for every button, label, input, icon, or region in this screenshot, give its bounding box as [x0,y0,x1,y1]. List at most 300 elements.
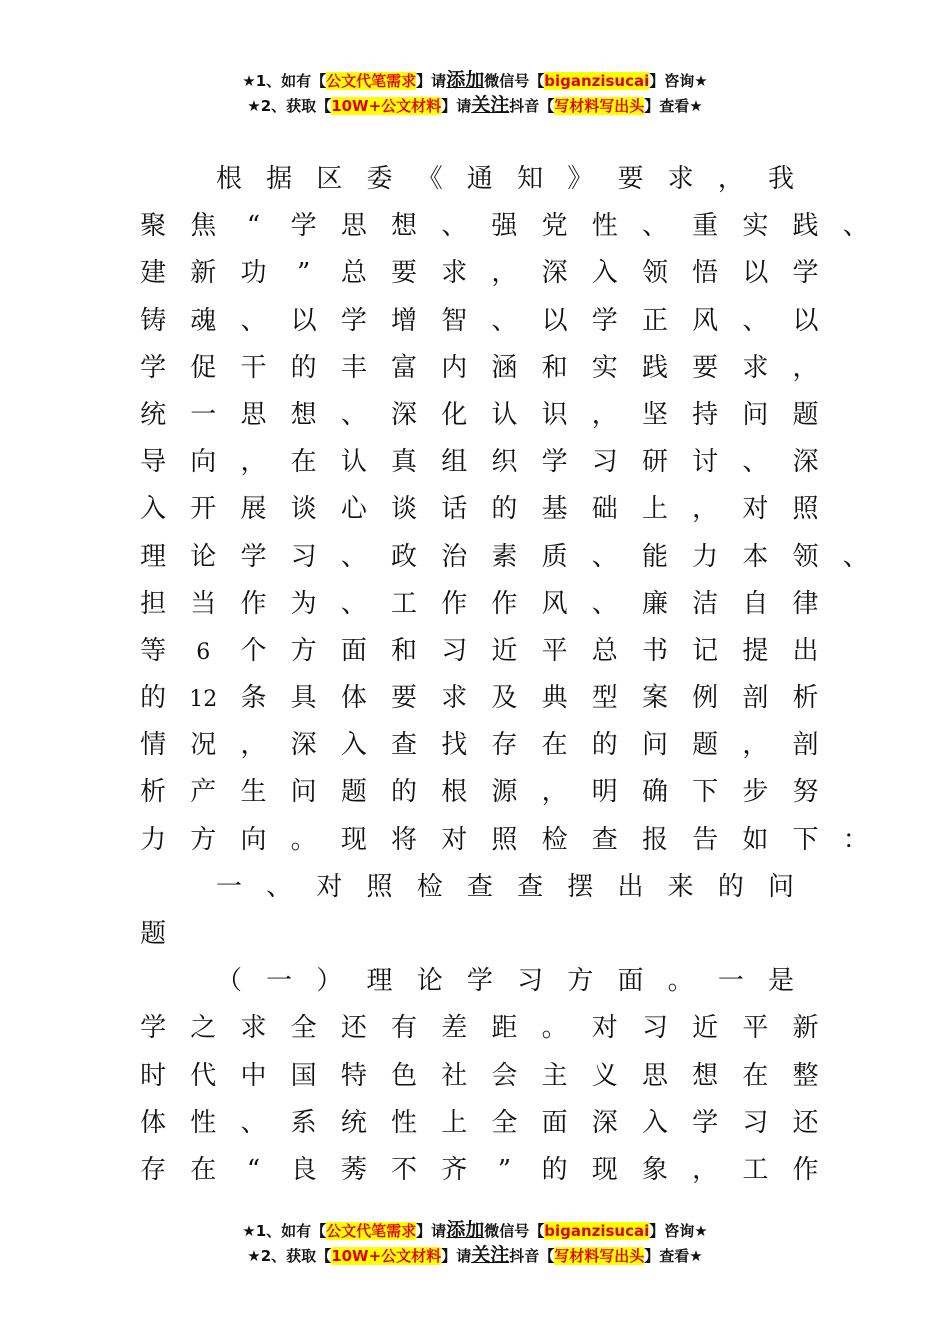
text-char: 的 [140,683,167,714]
text-line [128,675,848,722]
text-char: 习 [591,447,618,478]
text-line [128,250,848,297]
text-char: 还 [792,1107,819,1138]
text-char: 实 [591,352,618,383]
text-char: 时 [140,1060,167,1091]
emphasis-add: 添加 [446,1219,485,1241]
text-char: 一 [266,966,293,997]
text-char: 的 [717,871,744,902]
text-char: 风 [692,305,719,336]
text-char: 、 [340,588,367,619]
text-char: 《 [416,164,443,194]
text-char: 识 [541,399,568,430]
text-char: 照 [366,871,393,902]
text-char: ： [842,824,869,855]
text-char: 魂 [190,305,217,336]
text-char: 功 [240,258,267,289]
text-char: 基 [541,494,568,525]
text-char: 对 [441,824,468,855]
banner-line-2 [0,93,950,118]
text-char: 性 [391,1107,418,1138]
banner-text: 】请 [416,1222,447,1240]
text-char: 步 [742,777,769,808]
emphasis-follow: 关注 [471,94,510,116]
text-char: 向 [240,824,267,855]
text-char: “ [246,1154,261,1185]
emphasis-follow: 关注 [471,1244,510,1266]
banner-text: 抖音【 [509,1247,555,1265]
text-char: 来 [667,871,694,902]
text-char: 主 [541,1060,568,1091]
text-char: 强 [491,211,518,242]
text-char: 织 [491,447,518,478]
text-char: 还 [340,1013,367,1044]
text-char: 自 [742,588,769,619]
text-char: 以 [792,305,819,336]
text-char: 查 [517,871,544,902]
text-char: 求 [441,258,468,289]
text-char: 、 [266,871,293,902]
banner-line-1 [0,1218,950,1243]
text-char: 及 [491,683,518,714]
text-char: 化 [441,399,468,430]
text-char: 析 [792,683,819,714]
text-char: ， [692,1154,719,1185]
text-char: ， [240,730,267,761]
text-char: 党 [541,211,568,242]
text-char: 体 [140,1107,167,1138]
text-char: 摆 [567,871,594,902]
text-char: 上 [441,1107,468,1138]
text-char: 等 [140,635,167,666]
highlight-douyin-account: 写材料写出头 [554,1247,645,1265]
text-char: 剖 [792,730,819,761]
text-char: 持 [692,399,719,430]
text-char: 存 [140,1154,167,1185]
text-char: 例 [692,683,719,714]
text-char: 要 [391,258,418,289]
banner-text: 微信号【 [484,72,545,90]
text-char: 智 [441,305,468,336]
text-char: 作 [792,1154,819,1185]
text-char: 思 [641,1060,668,1091]
text-char: 习 [641,1013,668,1044]
text-char: 的 [541,1154,568,1185]
text-char: 以 [290,305,317,336]
text-char: 导 [140,447,167,478]
text-char: 查 [391,730,418,761]
text-char: 检 [541,824,568,855]
text-char: 思 [240,399,267,430]
text-char: 。 [290,824,317,855]
text-char: 一 [190,399,217,430]
text-char: 案 [641,683,668,714]
text-char: 学 [591,305,618,336]
text-char: 力 [140,824,167,855]
text-char: 以 [742,258,769,289]
text-char: （ [215,966,242,997]
text-char: 谈 [290,494,317,525]
text-char: 领 [792,541,819,572]
text-char: 深 [591,1107,618,1138]
text-char: 在 [541,730,568,761]
text-line [128,203,869,250]
text-char: 向 [190,447,217,478]
text-char: 深 [290,730,317,761]
text-char: 、 [591,588,618,619]
text-char: 方 [290,635,317,666]
text-char: 知 [517,164,544,194]
text-char: 对 [742,494,769,525]
text-line [128,817,869,864]
text-char: 、 [591,541,618,572]
text-char: 象 [641,1154,668,1185]
text-char: 》 [567,164,594,194]
text-char: 性 [190,1107,217,1138]
banner-text: 】请 [441,97,472,115]
text-char: 如 [742,824,769,855]
text-char: 聚 [140,211,167,242]
text-char: 、 [491,305,518,336]
text-char: 平 [742,1013,769,1044]
text-char: 查 [466,871,493,902]
text-char: 特 [340,1060,367,1091]
text-char: 工 [391,588,418,619]
text-char: 近 [692,1013,719,1044]
text-line [128,864,848,911]
text-char: 方 [567,966,594,997]
text-char: 源 [491,777,518,808]
text-char: 开 [190,494,217,525]
text-char: 心 [340,494,367,525]
text-char: 明 [591,777,618,808]
text-char: ” [497,1154,512,1185]
footer-banner [0,1218,950,1268]
text-char: 近 [491,635,518,666]
text-char: 整 [792,1060,819,1091]
text-char: 理 [140,541,167,572]
banner-text: 】查看★ [644,97,703,115]
banner-text: 微信号【 [484,1222,545,1240]
text-char: ， [792,352,819,383]
text-char: “ [246,211,261,242]
text-char: 在 [290,447,317,478]
text-char: 的 [491,494,518,525]
text-line [128,1147,848,1194]
text-char: 面 [340,635,367,666]
highlight-wechat-id: biganzisucai [544,72,650,90]
text-char: 委 [366,164,393,194]
text-char: 总 [340,258,367,289]
text-char: 提 [742,635,769,666]
text-char: 律 [792,588,819,619]
text-char: 之 [190,1013,217,1044]
text-char: 书 [641,635,668,666]
text-char: 学 [290,211,317,242]
text-char: 、 [340,399,367,430]
text-char: 思 [340,211,367,242]
banner-text: 】查看★ [644,1247,703,1265]
text-char: 、 [340,541,367,572]
text-char: 情 [140,730,167,761]
text-char: 、 [441,211,468,242]
text-line [128,958,848,1005]
text-char: 社 [441,1060,468,1091]
text-char: 学 [140,1013,167,1044]
text-char: 想 [391,211,418,242]
text-char: 一 [215,871,242,902]
text-char: ， [742,730,769,761]
text-char: 实 [742,211,769,242]
text-char: 在 [190,1154,217,1185]
text-char: 内 [441,352,468,383]
text-char: 本 [742,541,769,572]
text-char: 照 [792,494,819,525]
text-char: 据 [266,164,293,194]
banner-text: ★1、如有【 [242,1222,327,1240]
text-char: 记 [692,635,719,666]
text-char: 检 [416,871,443,902]
text-char: 为 [290,588,317,619]
text-char: 学 [140,352,167,383]
text-line [128,534,869,581]
text-line [128,392,848,439]
text-char: 要 [617,164,644,194]
text-char: 查 [591,824,618,855]
text-char: 作 [491,588,518,619]
text-char: 增 [391,305,418,336]
text-char: 差 [441,1013,468,1044]
text-char: 想 [692,1060,719,1091]
text-char: 和 [391,635,418,666]
text-line [128,1100,848,1147]
text-line [128,581,848,628]
text-char: 会 [491,1060,518,1091]
text-char: 的 [391,777,418,808]
text-char: 论 [416,966,443,997]
text-char: 认 [340,447,367,478]
text-char: 入 [591,258,618,289]
text-char: 要 [692,352,719,383]
text-char: ， [240,447,267,478]
text-char: 正 [641,305,668,336]
text-char: 重 [692,211,719,242]
banner-line-2 [0,1243,950,1268]
text-char: 通 [466,164,493,194]
emphasis-add: 添加 [446,69,485,91]
text-line [128,628,848,675]
text-char: 丰 [340,352,367,383]
text-char: 作 [441,588,468,619]
text-char: 距 [491,1013,518,1044]
text-char: 析 [140,777,167,808]
text-char: 6 [196,639,211,665]
banner-text: 】请 [441,1247,472,1265]
text-char: 入 [140,494,167,525]
text-char: 深 [792,447,819,478]
text-char: 良 [290,1154,317,1185]
text-line [128,298,848,345]
text-char: 想 [290,399,317,430]
text-char: 义 [591,1060,618,1091]
text-line [128,439,848,486]
text-char: 性 [591,211,618,242]
text-char: 新 [792,1013,819,1044]
text-char: 焦 [190,211,217,242]
text-char: 真 [391,447,418,478]
text-char: 求 [240,1013,267,1044]
banner-text: ★2、获取【 [247,1247,332,1265]
text-char: 存 [491,730,518,761]
text-char: 莠 [340,1154,367,1185]
text-char: 践 [792,211,819,242]
text-char: 、 [742,305,769,336]
text-char: 、 [742,447,769,478]
text-char: 报 [641,824,668,855]
text-char: 12 [189,687,218,713]
highlight-wechat-id: biganzisucai [544,1222,650,1240]
text-char: 、 [842,211,869,242]
text-char: 讨 [692,447,719,478]
text-char: 认 [491,399,518,430]
highlight-materials: 10W+公文材料 [331,97,442,115]
text-line [128,486,848,533]
text-char: 现 [340,824,367,855]
text-char: 素 [491,541,518,572]
text-char: 践 [641,352,668,383]
text-char: 具 [290,683,317,714]
text-char: 研 [641,447,668,478]
text-char: 型 [591,683,618,714]
text-char: 力 [692,541,719,572]
banner-text: 】咨询★ [649,1222,708,1240]
text-char: 全 [290,1013,317,1044]
banner-text: 】请 [416,72,447,90]
text-char: 以 [541,305,568,336]
text-char: 治 [441,541,468,572]
text-char: 题 [792,399,819,430]
text-char: 当 [190,588,217,619]
text-char: 问 [742,399,769,430]
text-char: 深 [391,399,418,430]
text-char: 担 [140,588,167,619]
text-char: 新 [190,258,217,289]
text-char: 学 [340,305,367,336]
text-char: 入 [340,730,367,761]
text-char: 洁 [692,588,719,619]
text-char: 学 [240,541,267,572]
text-char: 理 [366,966,393,997]
text-char: 础 [591,494,618,525]
text-char: 题 [340,777,367,808]
text-char: 个 [240,635,267,666]
text-char: 铸 [140,305,167,336]
text-char: 在 [742,1060,769,1091]
text-char: 作 [240,588,267,619]
text-char: 方 [190,824,217,855]
banner-line-1 [0,68,950,93]
text-line [128,1005,848,1052]
text-char: 告 [692,824,719,855]
document-body [128,156,869,1194]
text-char: 要 [391,683,418,714]
text-char: 是 [768,966,795,997]
text-char: 上 [641,494,668,525]
text-char: 问 [290,777,317,808]
text-line [128,911,848,958]
text-char: 一 [717,966,744,997]
text-char: 风 [541,588,568,619]
text-char: 质 [541,541,568,572]
text-char: 下 [692,777,719,808]
text-char: 对 [591,1013,618,1044]
text-char: 题 [692,730,719,761]
text-char: 的 [290,352,317,383]
text-char: 求 [667,164,694,194]
text-char: 入 [641,1107,668,1138]
text-line [128,769,848,816]
text-char: 根 [441,777,468,808]
text-char: 。 [667,966,694,997]
text-char: 区 [316,164,343,194]
text-char: 中 [240,1060,267,1091]
text-char: 习 [517,966,544,997]
text-char: 题 [140,919,167,949]
text-char: 齐 [441,1154,468,1185]
text-char: 富 [391,352,418,383]
text-char: 建 [140,258,167,289]
text-char: 组 [441,447,468,478]
highlight-service: 公文代笔需求 [326,1222,417,1240]
text-line [128,156,848,203]
text-char: 工 [742,1154,769,1185]
text-char: 、 [240,1107,267,1138]
text-char: 悟 [692,258,719,289]
text-char: 深 [541,258,568,289]
text-char: 问 [641,730,668,761]
text-char: 求 [742,352,769,383]
text-char: 习 [441,635,468,666]
text-char: ， [717,164,744,194]
text-char: 求 [441,683,468,714]
text-char: 面 [541,1107,568,1138]
text-char: 统 [340,1107,367,1138]
text-char: 、 [240,305,267,336]
text-char: 下 [792,824,819,855]
text-char: 干 [240,352,267,383]
text-char: 努 [792,777,819,808]
text-char: 的 [591,730,618,761]
text-char: 论 [190,541,217,572]
highlight-service: 公文代笔需求 [326,72,417,90]
text-char: ， [692,494,719,525]
text-char: 和 [541,352,568,383]
text-line [128,345,848,392]
banner-text: 】咨询★ [649,72,708,90]
text-char: 现 [591,1154,618,1185]
text-char: 面 [617,966,644,997]
text-char: 我 [768,164,795,194]
text-char: 剖 [742,683,769,714]
text-char: 廉 [641,588,668,619]
text-char: 能 [641,541,668,572]
text-char: 政 [391,541,418,572]
text-char: 学 [792,258,819,289]
text-char: 、 [641,211,668,242]
banner-text: ★1、如有【 [242,72,327,90]
text-char: 出 [792,635,819,666]
text-char: 照 [491,824,518,855]
